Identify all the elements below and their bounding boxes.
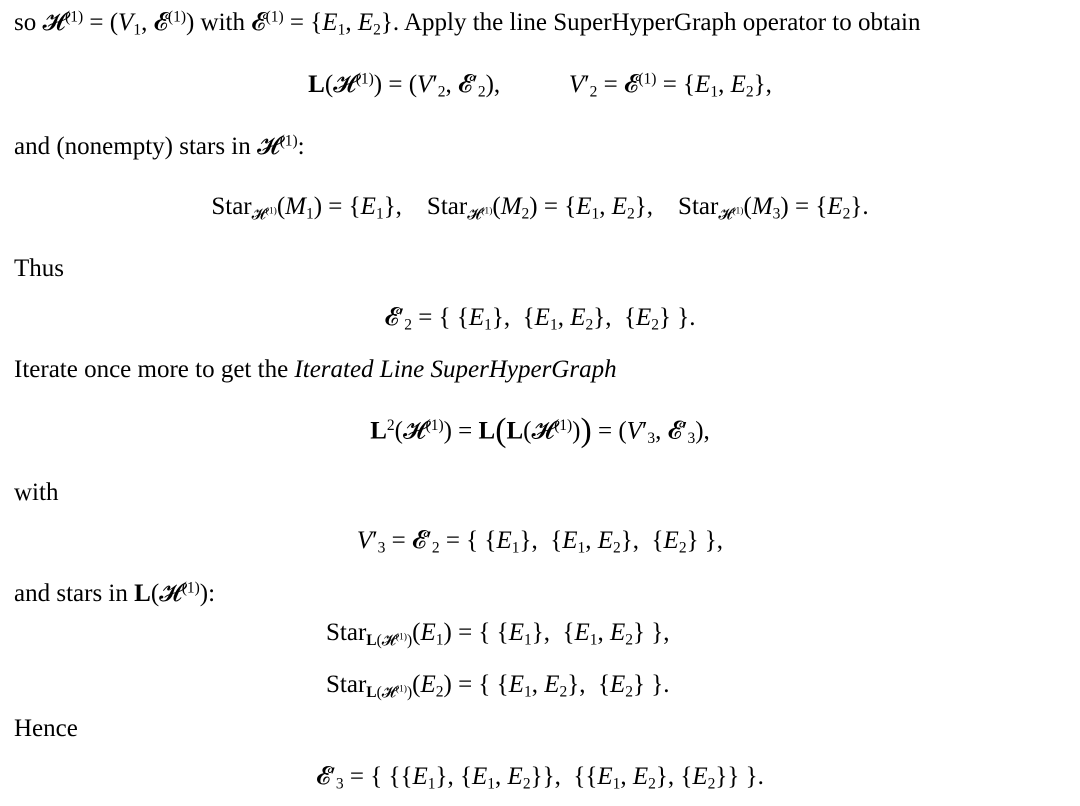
paragraph-iterate: Iterate once more to get the Iterated Line SuperHyperGraph [14, 356, 617, 383]
equation-edges-e2: $𝓔'_2$ = { $\{E_1\}$, {$E_1$, $E_2$}, $\{E_2\}$ }. [384, 304, 696, 334]
paragraph-stars-intro: and (nonempty) stars in 𝓗$^{(1)}$: [14, 132, 305, 160]
paragraph-stars-line: and stars in L(𝓗$^{(1)}$): [14, 579, 216, 607]
paragraph-hence: Hence [14, 715, 78, 742]
equation-stars-h1: $Star_{𝓗^{(1)}}(M_1) = \{E_1\}$, $Star_{𝓗^{(1)}}(M_2) = \{E_1$, $E_2$}, $Star_{𝓗^{(1)}}(M_3) = \{E_2\}$. [211, 193, 869, 223]
paragraph-thus: Thus [14, 255, 64, 282]
equation-line-graph: L(𝓗$^{(1)}$) = ($V'_2$, $𝓔'_2$), $V'_2$ = 𝓔$^{(1)}$ = {$E_1$, $E_2$}, [308, 70, 772, 101]
paragraph-with: with [14, 479, 59, 506]
equation-iterated-line: $L^2(𝓗^{(1)})$ = L(L(𝓗$^{(1)}$)) = ($V'_3$, $𝓔'_3$), [370, 412, 710, 449]
equation-star-e2: $Star_{L(𝓗^{(1)})}(E_2)$ = { {$E_1$, $E_2$}, $\{E_2\}$ }. [326, 671, 670, 701]
equation-edges-e3: $𝓔'_3$ = { {$\{E_1\}$, {$E_1$, $E_2$}}, {{$E_1$, $E_2$}, $\{E_2\}$} }. [316, 763, 764, 793]
equation-star-e1: $Star_{L(𝓗^{(1)})}(E_1)$ = { $\{E_1\}$, {$E_1$, $E_2$} }, [326, 619, 670, 649]
equation-vertices-v3: $V'_3$ = $𝓔'_2$ = { $\{E_1\}$, {$E_1$, $E_2$}, $\{E_2\}$ }, [356, 527, 724, 557]
paragraph-operator-intro: so 𝓗$^{(1)}$ = ($V_1$, 𝓔$^{(1)}$) with 𝓔$^{(1)}$ = {$E_1$, $E_2$}. Apply the line SuperHyperGraph operator to obtain [14, 8, 921, 39]
